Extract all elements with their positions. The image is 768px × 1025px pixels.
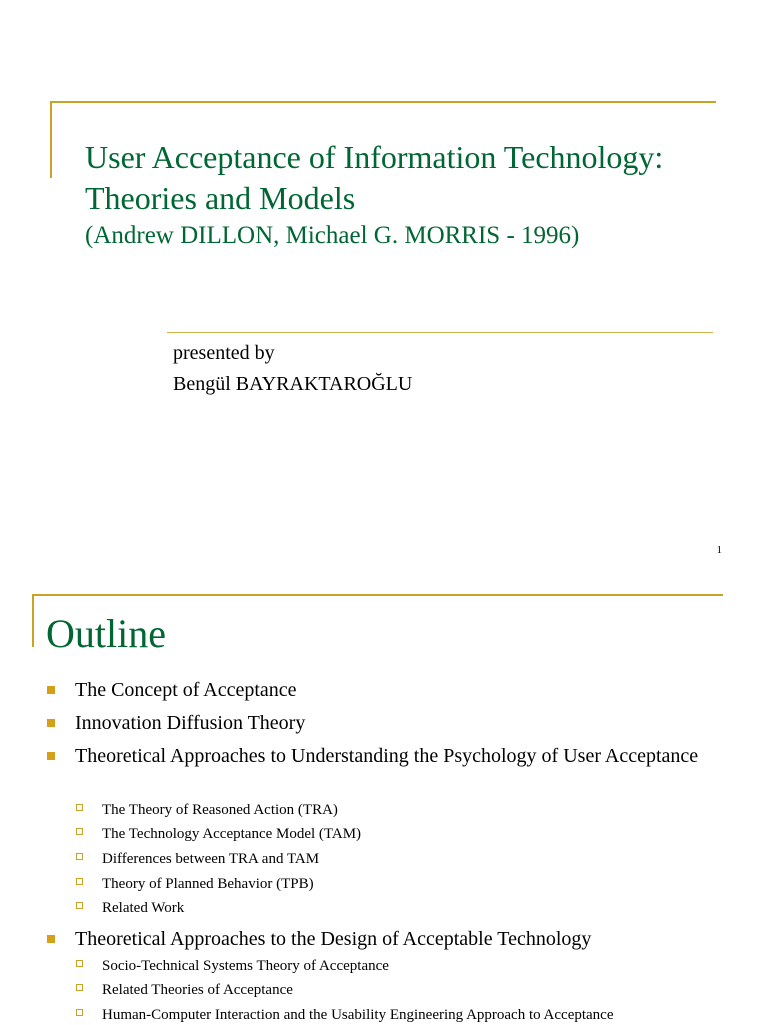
presented-by-label: presented by: [173, 342, 275, 364]
square-bullet-icon: [47, 935, 55, 943]
outline-subitem-text: Theory of Planned Behavior (TPB): [102, 876, 314, 892]
outline-subitem-text: Differences between TRA and TAM: [102, 851, 320, 867]
outline-subitem-text: Related Theories of Acceptance: [102, 982, 293, 998]
outline-item: [75, 710, 735, 736]
outline-subitem-text: Socio-Technical Systems Theory of Acceptance: [102, 958, 389, 974]
hollow-square-bullet-icon: [76, 1009, 83, 1016]
square-bullet-icon: [47, 686, 55, 694]
outline-subitem-text: Human-Computer Interaction and the Usability Engineering Approach to Acceptance: [102, 1007, 614, 1023]
outline-item-text: Theoretical Approaches to the Design of Acceptable Technology: [75, 928, 592, 950]
outline-item-text: Theoretical Approaches to Understanding the Psychology of User Acceptance: [75, 745, 699, 767]
outline-subitem-text: Related Work: [102, 900, 185, 916]
presenter-name: Bengül BAYRAKTAROĞLU: [173, 373, 413, 395]
subtitle-rule: [167, 332, 713, 333]
outline-subitem: [102, 898, 742, 918]
slide-title: User Acceptance of Information Technology: Theories and Models: [85, 139, 664, 216]
hollow-square-bullet-icon: [76, 902, 83, 909]
outline-subitem: [102, 824, 742, 844]
hollow-square-bullet-icon: [76, 878, 83, 885]
square-bullet-icon: [47, 719, 55, 727]
outline-item-text: Innovation Diffusion Theory: [75, 712, 306, 734]
outline-subitem: [102, 980, 742, 1000]
hollow-square-bullet-icon: [76, 853, 83, 860]
outline-subitem-text: The Technology Acceptance Model (TAM): [102, 826, 362, 842]
outline-subitem: [102, 800, 742, 820]
outline-item: [75, 677, 735, 703]
page-number: 1: [716, 544, 722, 556]
title-top-rule: [50, 101, 716, 103]
hollow-square-bullet-icon: [76, 984, 83, 991]
outline-item-text: The Concept of Acceptance: [75, 679, 297, 701]
outline-title: Outline: [46, 611, 166, 656]
outline-left-rule: [32, 594, 34, 647]
outline-subitem-text: The Theory of Reasoned Action (TRA): [102, 802, 338, 818]
outline-subitem: [102, 849, 742, 869]
hollow-square-bullet-icon: [76, 804, 83, 811]
outline-item: [75, 926, 735, 952]
square-bullet-icon: [47, 752, 55, 760]
slide-authors: (Andrew DILLON, Michael G. MORRIS - 1996): [85, 222, 580, 249]
outline-item: [75, 743, 735, 769]
hollow-square-bullet-icon: [76, 828, 83, 835]
outline-top-rule: [32, 594, 723, 596]
title-left-rule: [50, 101, 52, 178]
outline-subitem: [102, 1005, 742, 1025]
outline-slide: [0, 575, 768, 1024]
outline-subitem: [102, 874, 742, 894]
hollow-square-bullet-icon: [76, 960, 83, 967]
outline-subitem: [102, 956, 742, 976]
